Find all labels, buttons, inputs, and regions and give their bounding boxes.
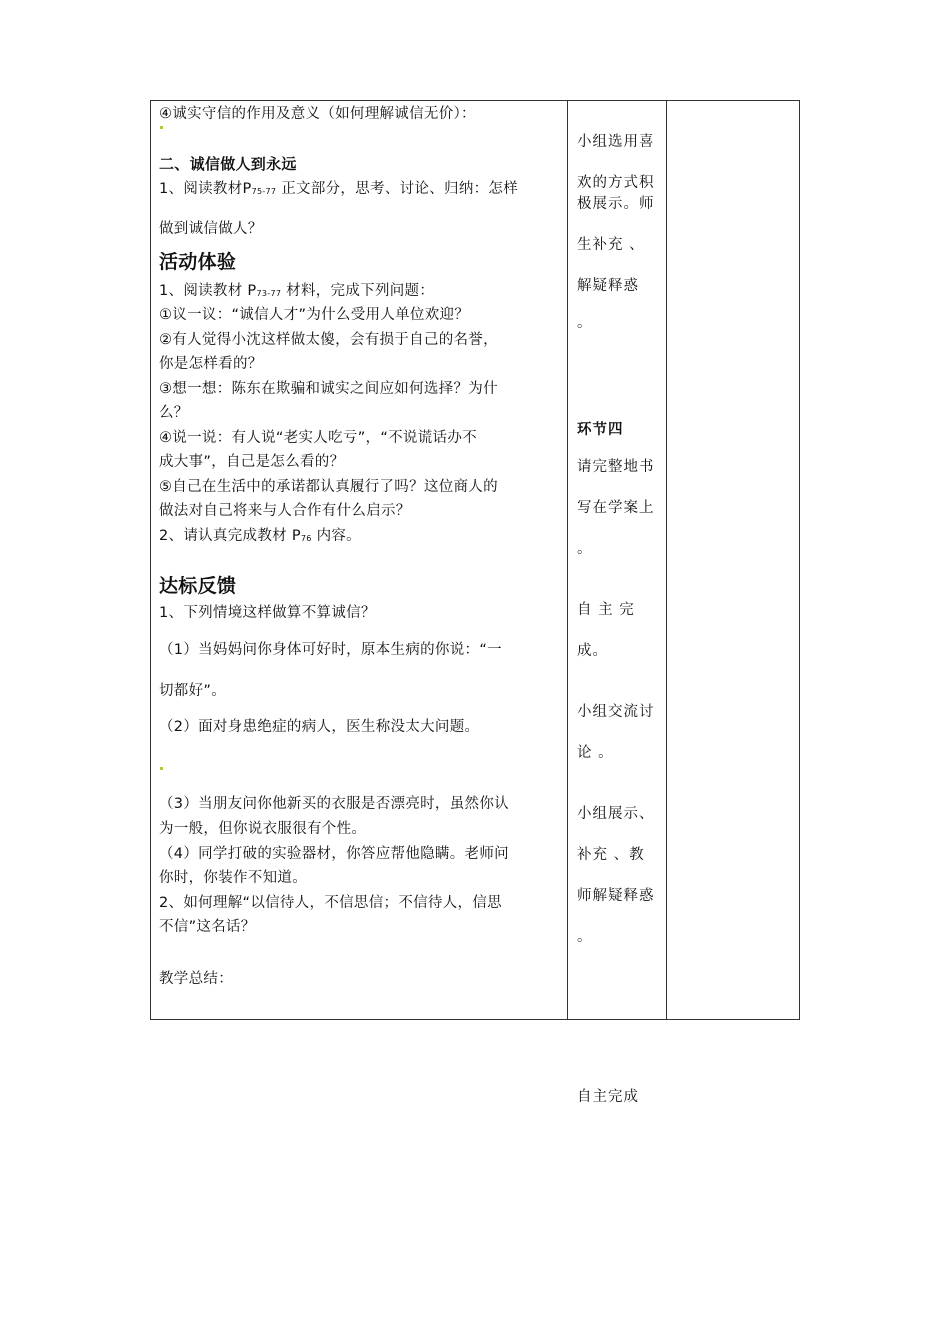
text-line: 小组交流讨: [577, 704, 655, 720]
text-line: 么？: [159, 405, 189, 421]
text-line: ③想一想：陈东在欺骗和诚实之间应如何选择？为什: [159, 381, 498, 397]
text-line: ④诚实守信的作用及意义（如何理解诚信无价）：: [159, 106, 476, 122]
text-line: 欢的方式积: [577, 175, 655, 191]
text-line: 不信”这名话？: [159, 919, 256, 935]
section-heading: 二、诚信做人到永远: [159, 155, 297, 173]
text-line: 你时，你装作不知道。: [159, 870, 307, 886]
marker-dot: [160, 126, 163, 129]
text-line: 切都好”。: [159, 683, 227, 699]
text-line: 自主完成: [577, 1089, 639, 1105]
section-heading: 活动体验: [159, 251, 237, 273]
text-line: 1、阅读教材$P_{75-77}$ 正文部分，思考、讨论、归纳：怎样: [159, 181, 519, 197]
section-label: 环节四: [577, 422, 624, 438]
text-line: 2、如何理解“以信待人，不信思信；不信待人，信思: [159, 895, 502, 911]
text-line: 做到诚信做人？: [159, 221, 263, 237]
text-line: 。: [577, 315, 593, 331]
text-line: （2）面对身患绝症的病人，医生称没太大问题。: [159, 719, 480, 735]
text-line: （3）当朋友问你他新买的衣服是否漂亮时，虽然你认: [159, 796, 509, 812]
column-divider: [567, 101, 568, 1019]
text-line: 。: [577, 929, 593, 945]
text-line: 小组选用喜: [577, 134, 655, 150]
text-line: ①议一议：“诚信人才”为什么受用人单位欢迎？: [159, 307, 470, 323]
text-line: ⑤自己在生活中的承诺都认真履行了吗？这位商人的: [159, 479, 498, 495]
text-line: 1、阅读教材 $P_{73-77}$ 材料，完成下列问题：: [159, 283, 435, 299]
text-line: 论 。: [577, 745, 614, 761]
text-line: 补充 、教: [577, 847, 645, 863]
text-line: 2、请认真完成教材 $P_{76}$ 内容。: [159, 528, 361, 544]
text-line: （1）当妈妈问你身体可好时，原本生病的你说：“一: [159, 642, 502, 658]
text-line: 1、下列情境这样做算不算诚信？: [159, 605, 376, 621]
text-line: （4）同学打破的实验器材，你答应帮他隐瞒。老师问: [159, 846, 509, 862]
text-line: 你是怎样看的？: [159, 356, 263, 372]
text-line: ②有人觉得小沈这样做太傻，会有损于自己的名誉，: [159, 332, 498, 348]
text-line: 自 主 完: [577, 602, 635, 618]
text-line: 写在学案上: [577, 500, 655, 516]
text-line: ④说一说：有人说“老实人吃亏”，“不说谎话办不: [159, 430, 477, 446]
text-line: 成。: [577, 643, 608, 659]
marker-dot: [160, 767, 163, 770]
text-line: 小组展示、: [577, 806, 655, 822]
text-line: 成大事”，自己是怎么看的？: [159, 454, 345, 470]
text-line: 。: [577, 541, 593, 557]
text-line: 生补充 、: [577, 237, 645, 253]
lesson-table: [150, 100, 800, 1105]
text-line: 解疑释惑: [577, 278, 639, 294]
column-divider: [666, 101, 667, 1019]
text-line: 做法对自己将来与人合作有什么启示？: [159, 503, 411, 519]
text-line: 极展示。师: [577, 196, 655, 212]
text-line: 师解疑释惑: [577, 888, 655, 904]
text-line: 教学总结：: [159, 971, 233, 987]
section-heading: 达标反馈: [159, 575, 237, 597]
text-line: 请完整地书: [577, 459, 655, 475]
text-line: 为一般，但你说衣服很有个性。: [159, 821, 367, 837]
